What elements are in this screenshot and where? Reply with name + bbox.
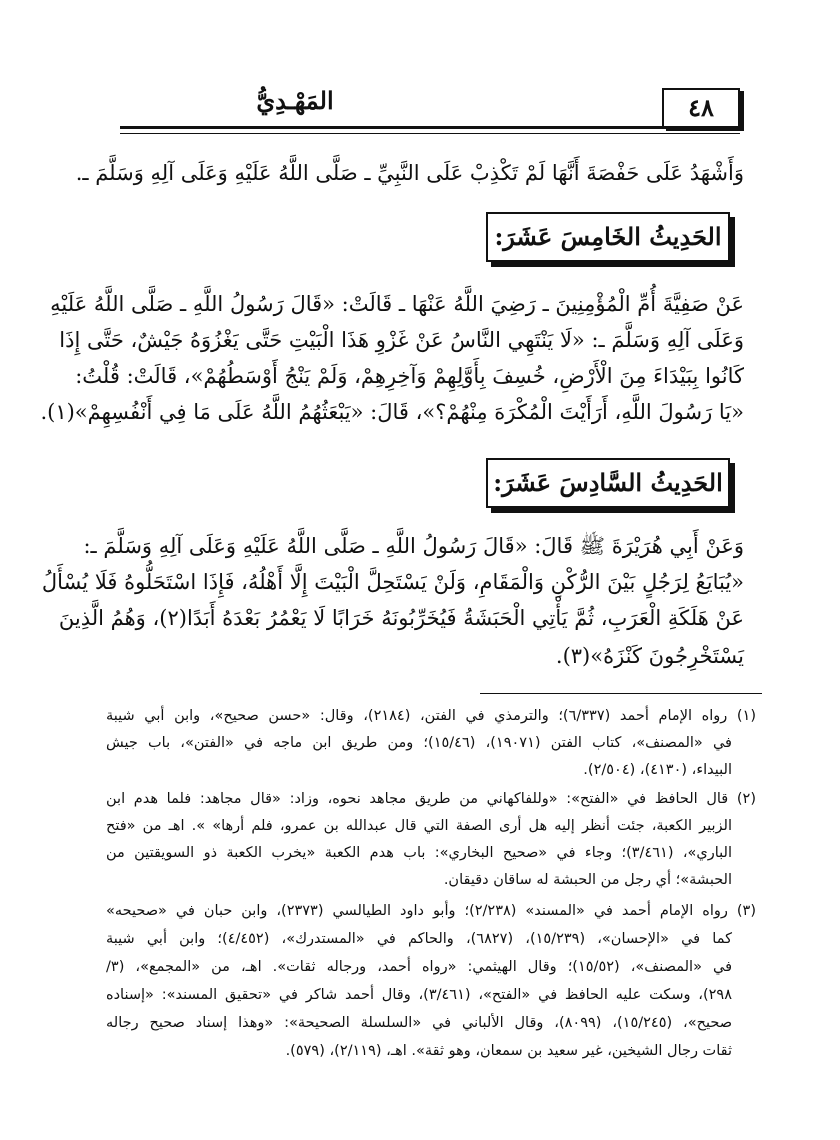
hadith-15-line: وَعَلَى آلِهِ وَسَلَّمَ ـ: «لَا يَنْتَهِي النَّاسُ عَنْ غَزْوِ هَذَا الْبَيْتِ حَتَّى يَغْزُوَهُ جَيْشٌ، حَتَّى إِذَا [59, 328, 744, 352]
footnote-2-line: الحبشة»؛ أي رجل من الحبشة له ساقان دقيقان. [443, 872, 732, 888]
footnote-3-line: ٢٩٨)، وسكت عليه الحافظ في «الفتح»، (٣/٤٦١)، وقال أحمد شاكر في «تحقيق المسند»: «إسناده [106, 987, 732, 1003]
footnote-2-line: (٢) قال الحافظ في «الفتح»: «وللفاكهاني من طريق مجاهد نحوه، وزاد: «قال مجاهد: فلما هدم ابن [106, 791, 756, 807]
footnote-3-line: (٣) رواه الإمام أحمد في «المسند» (٢/٢٣٨)؛ وأبو داود الطيالسي (٢٣٧٣)، وابن حبان في «صحيحه» [106, 903, 756, 919]
hadith-15-line: عَنْ صَفِيَّةَ أُمِّ الْمُؤْمِنِينَ ـ رَضِيَ اللَّهُ عَنْهَا ـ قَالَتْ: «قَالَ رَسُولُ اللَّهِ ـ صَلَّى اللَّهُ عَلَيْهِ [50, 292, 744, 316]
footnote-2-line: الزبير الكعبة، جئت أنظر إليه هل أرى الصفة التي قال عبدالله بن عمرو، فلم أرها» ». اهـ من «فتح [106, 818, 732, 834]
footnote-1-line: في «المصنف»، كتاب الفتن (١٩٠٧١)، (١٥/٤٦)؛ ومن طريق ابن ماجه في «الفتن»، باب جيش [106, 735, 732, 751]
footnote-1-line: (١) رواه الإمام أحمد (٦/٣٣٧)؛ والترمذي في الفتن، (٢١٨٤)، وقال: «حسن صحيح»، وابن أبي شيبة [106, 708, 756, 724]
page-number: ٤٨ [662, 88, 740, 128]
footnote-3-line: صحيح»، (١٥/٢٤٥)، (٨٠٩٩)، وقال الألباني في «السلسلة الصحيحة»: «وهذا إسناد صحيح رجاله [106, 1015, 733, 1031]
hadith-16-line: عَنْ هَلَكَةِ الْعَرَبِ، ثُمَّ يَأْتِي الْحَبَشَةُ فَيُخَرِّبُونَهُ خَرَابًا لَا يَعْمُرُ بَعْدَهُ أَبَدًا(٢)، وَهُمُ الَّذِينَ [58, 606, 744, 630]
header-rule-thick [120, 126, 740, 129]
running-title: المَهْـدِيُّ [256, 86, 334, 115]
footnote-3-line: في «المصنف»، (١٥/٥٢)؛ وقال الهيثمي: «رواه أحمد، ورجاله ثقات». اهـ، من «المجمع»، (٣/ [106, 959, 733, 975]
intro-line: وَأَشْهَدُ عَلَى حَفْصَةَ أَنَّهَا لَمْ تَكْذِبْ عَلَى النَّبِيِّ ـ صَلَّى اللَّهُ عَلَيْهِ وَعَلَى آلِهِ وَسَلَّمَ ـ. [75, 161, 744, 185]
footnote-2-line: الباري»، (٣/٤٦١)؛ وجاء في «صحيح البخاري»: باب هدم الكعبة «يخرب الكعبة ذو السويقتين من [106, 845, 732, 861]
footnote-1-line: البيداء، (٤١٣٠)، (٢/٥٠٤). [583, 762, 732, 778]
hadith-15-line: «يَا رَسُولَ اللَّهِ، أَرَأَيْتَ الْمُكْرَهَ مِنْهُمْ؟»، قَالَ: «يَبْعَثُهُمُ اللَّهُ عَلَى مَا فِي أَنْفُسِهِمْ»(١). [40, 400, 744, 424]
hadith-16-line: «يُبَايَعُ لِرَجُلٍ بَيْنَ الرُّكْنِ وَالْمَقَامِ، وَلَنْ يَسْتَحِلَّ الْبَيْتَ إِلَّا أَهْلُهُ، فَإِذَا اسْتَحَلُّوهُ فَلَا يُسْأَلُ [41, 570, 744, 594]
hadith-16-line: وَعَنْ أَبِي هُرَيْرَةَ ﷺ قَالَ: «قَالَ رَسُولُ اللَّهِ ـ صَلَّى اللَّهُ عَلَيْهِ وَعَلَى آلِهِ وَسَلَّمَ ـ: [83, 534, 744, 558]
footnote-3-line: ثقات رجال الشيخين، غير سعيد بن سمعان، وهو ثقة». اهـ، (٢/١١٩)، (٥٧٩). [285, 1043, 732, 1059]
header-rule-thin [120, 133, 740, 134]
hadith-16-line: يَسْتَخْرِجُونَ كَنْزَهُ»(٣). [555, 644, 744, 668]
hadith-15-heading: الحَدِيثُ الخَامِسَ عَشَرَ: [486, 212, 730, 262]
footnote-3-line: كما في «الإحسان»، (١٥/٢٣٩)، (٦٨٢٧)، والحاكم في «المستدرك»، (٤/٤٥٢)؛ وابن أبي شيبة [106, 931, 732, 947]
hadith-16-heading: الحَدِيثُ السَّادِسَ عَشَرَ: [486, 458, 730, 508]
hadith-15-line: كَانُوا بِبَيْدَاءَ مِنَ الْأَرْضِ، خُسِفَ بِأَوَّلِهِمْ وَآخِرِهِمْ، وَلَمْ يَنْجُ أَوْسَطُهُمْ»، قَالَتْ: قُلْتُ: [75, 364, 744, 388]
footnote-separator [480, 693, 762, 694]
